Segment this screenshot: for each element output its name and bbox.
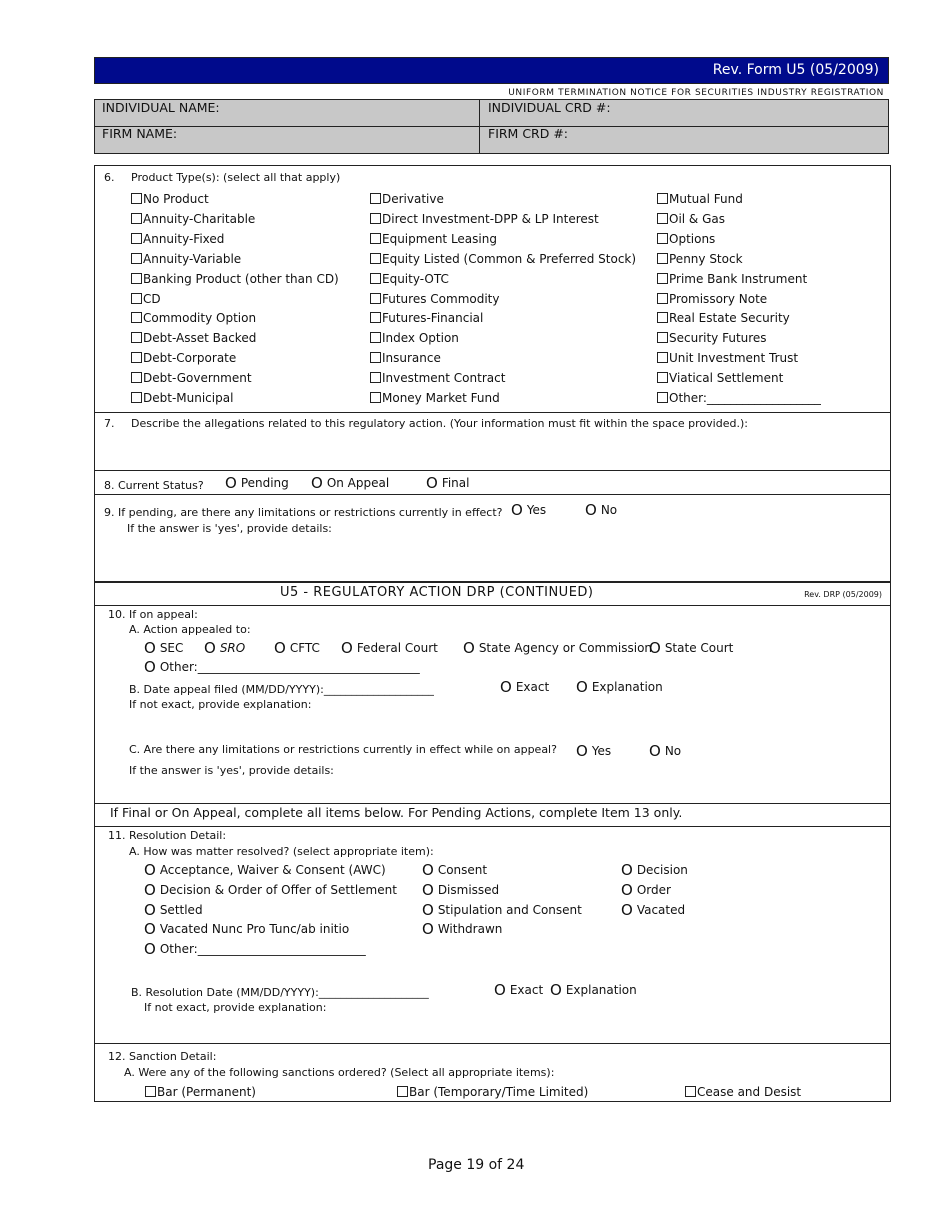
checkbox-icon [657, 233, 668, 244]
checkbox-icon [657, 253, 668, 264]
checkbox-icon [131, 392, 142, 403]
q6-product-option[interactable]: Banking Product (other than CD) [131, 272, 339, 286]
radio-circle-icon: O [576, 678, 588, 696]
q6-product-option[interactable]: Annuity-Charitable [131, 212, 255, 226]
completion-note: If Final or On Appeal, complete all items below. For Pending Actions, complete Item 13 only. [110, 805, 683, 820]
checkbox-icon [131, 372, 142, 383]
q12-bar-permanent-checkbox[interactable]: Bar (Permanent) [145, 1085, 256, 1099]
checkbox-icon [145, 1086, 156, 1097]
q11b-note: If not exact, provide explanation: [144, 1001, 327, 1014]
checkbox-icon [370, 273, 381, 284]
q6-product-option[interactable]: Annuity-Variable [131, 252, 241, 266]
checkbox-icon [131, 253, 142, 264]
radio-circle-icon: O [511, 501, 523, 519]
q6-product-option[interactable]: Viatical Settlement [657, 371, 783, 385]
radio-circle-icon: O [621, 900, 633, 919]
radio-circle-icon: O [585, 501, 597, 519]
q12-cease-desist-checkbox[interactable]: Cease and Desist [685, 1085, 801, 1099]
radio-circle-icon: O [422, 900, 434, 919]
q11b-exact-radio[interactable]: O Exact [494, 981, 544, 999]
checkbox-icon [131, 332, 142, 343]
drp-revision: Rev. DRP (05/2009) [804, 590, 882, 599]
q6-product-option[interactable]: Prime Bank Instrument [657, 272, 807, 286]
q6-product-option[interactable]: Security Futures [657, 331, 767, 345]
radio-circle-icon: O [225, 474, 237, 492]
q6-product-option[interactable]: Mutual Fund [657, 192, 743, 206]
q10a-label: A. Action appealed to: [129, 623, 251, 636]
q7-label: Describe the allegations related to this regulatory action. (Your information must fit within the space provided.): [131, 417, 748, 430]
radio-circle-icon: O [494, 981, 506, 999]
checkbox-icon [657, 193, 668, 204]
radio-circle-icon: O [144, 940, 156, 959]
q11a-resolution-option[interactable]: O Consent [422, 861, 488, 879]
q6-product-option[interactable]: Equity Listed (Common & Preferred Stock) [370, 252, 636, 266]
q10a-cftc-radio[interactable]: O CFTC [274, 639, 320, 657]
checkbox-icon [370, 293, 381, 304]
q11a-resolution-option[interactable]: O Decision [621, 861, 688, 879]
q11-label: 11. Resolution Detail: [108, 829, 227, 842]
q11b-label[interactable]: B. Resolution Date (MM/DD/YYYY):____________________ [131, 986, 429, 999]
q6-product-option[interactable]: Equity-OTC [370, 272, 449, 286]
checkbox-icon [397, 1086, 408, 1097]
q11a-label: A. How was matter resolved? (select appropriate item): [129, 845, 434, 858]
radio-circle-icon: O [426, 474, 438, 492]
checkbox-icon [657, 392, 668, 403]
q6-product-option[interactable]: Oil & Gas [657, 212, 725, 226]
individual-crd-field[interactable]: INDIVIDUAL CRD #: [488, 100, 611, 115]
q11a-resolution-option[interactable]: O Acceptance, Waiver & Consent (AWC) [144, 861, 386, 879]
q12a-label: A. Were any of the following sanctions ordered? (Select all appropriate items): [124, 1066, 555, 1079]
radio-circle-icon: O [144, 900, 156, 919]
q9-yes-radio[interactable]: O Yes [511, 501, 547, 519]
checkbox-icon [657, 352, 668, 363]
q10a-federal-court-radio[interactable]: O Federal Court [341, 639, 438, 657]
q10a-other-radio[interactable]: O Other:_____________________________________ [144, 658, 420, 676]
checkbox-icon [370, 213, 381, 224]
q10b-exact-radio[interactable]: O Exact [500, 678, 550, 696]
q10b-note: If not exact, provide explanation: [129, 698, 312, 711]
radio-circle-icon: O [204, 639, 216, 657]
radio-circle-icon: O [144, 920, 156, 939]
q11a-resolution-option[interactable]: O Decision & Order of Offer of Settlement [144, 880, 397, 899]
q8-final-radio[interactable]: O Final [426, 474, 470, 492]
checkbox-icon [657, 213, 668, 224]
checkbox-icon [657, 372, 668, 383]
checkbox-icon [657, 273, 668, 284]
radio-circle-icon: O [144, 880, 156, 899]
form-subtitle: UNIFORM TERMINATION NOTICE FOR SECURITIES INDUSTRY REGISTRATION [508, 88, 884, 98]
q10c-details-label: If the answer is 'yes', provide details: [129, 764, 334, 777]
q10a-state-agency-radio[interactable]: O State Agency or Commission [463, 639, 653, 657]
radio-circle-icon: O [621, 880, 633, 899]
individual-name-field[interactable]: INDIVIDUAL NAME: [102, 100, 220, 115]
q11a-resolution-option[interactable]: O Withdrawn [422, 920, 503, 939]
q8-label: 8. Current Status? [104, 479, 204, 492]
q6-product-option[interactable]: Equipment Leasing [370, 232, 497, 246]
q6-product-option[interactable]: Debt-Asset Backed [131, 331, 256, 345]
q10a-sro-radio[interactable]: O SRO [204, 639, 246, 657]
q9-label: 9. If pending, are there any limitations or restrictions currently in effect? [104, 506, 503, 519]
q10c-no-radio[interactable]: O No [649, 742, 682, 760]
radio-circle-icon: O [422, 861, 434, 879]
q11a-resolution-option[interactable]: O Order [621, 880, 671, 899]
q8-pending-radio[interactable]: O Pending [225, 474, 289, 492]
q6-product-option[interactable]: Annuity-Fixed [131, 232, 224, 246]
q10a-state-court-radio[interactable]: O State Court [649, 639, 734, 657]
q7-number: 7. [104, 417, 115, 430]
q6-product-option[interactable]: Futures-Financial [370, 311, 483, 325]
q6-product-option[interactable]: Investment Contract [370, 371, 505, 385]
q11a-resolution-option[interactable]: O Stipulation and Consent [422, 900, 582, 919]
checkbox-icon [370, 332, 381, 343]
q6-product-option[interactable]: Other:___________________ [657, 391, 821, 405]
q6-product-option[interactable]: No Product [131, 192, 209, 206]
q6-product-option[interactable]: Derivative [370, 192, 444, 206]
radio-circle-icon: O [649, 742, 661, 760]
q10c-label: C. Are there any limitations or restrictions currently in effect while on appeal? [129, 743, 557, 756]
checkbox-icon [131, 233, 142, 244]
checkbox-icon [685, 1086, 696, 1097]
radio-circle-icon: O [463, 639, 475, 657]
q8-on-appeal-radio[interactable]: O On Appeal [311, 474, 390, 492]
checkbox-icon [131, 293, 142, 304]
page-number: Page 19 of 24 [428, 1157, 525, 1173]
radio-circle-icon: O [311, 474, 323, 492]
radio-circle-icon: O [576, 742, 588, 760]
q12-label: 12. Sanction Detail: [108, 1050, 217, 1063]
radio-circle-icon: O [649, 639, 661, 657]
firm-crd-field[interactable]: FIRM CRD #: [488, 126, 569, 141]
checkbox-icon [370, 352, 381, 363]
radio-circle-icon: O [422, 880, 434, 899]
q6-product-option[interactable]: Penny Stock [657, 252, 743, 266]
q6-product-option[interactable]: Debt-Corporate [131, 351, 236, 365]
checkbox-icon [370, 372, 381, 383]
q6-product-option[interactable]: Real Estate Security [657, 311, 790, 325]
q7-answer-area[interactable] [100, 434, 885, 468]
radio-circle-icon: O [621, 861, 633, 879]
checkbox-icon [131, 312, 142, 323]
checkbox-icon [131, 273, 142, 284]
firm-name-field[interactable]: FIRM NAME: [102, 126, 178, 141]
q10-label: 10. If on appeal: [108, 608, 198, 621]
checkbox-icon [657, 293, 668, 304]
q9-details-label: If the answer is 'yes', provide details: [127, 522, 332, 535]
checkbox-icon [131, 193, 142, 204]
q6-number: 6. [104, 171, 115, 184]
q11b-explanation-radio[interactable]: O Explanation [550, 981, 637, 999]
radio-circle-icon: O [274, 639, 286, 657]
checkbox-icon [370, 392, 381, 403]
q6-product-option[interactable]: Insurance [370, 351, 441, 365]
radio-circle-icon: O [144, 861, 156, 879]
radio-circle-icon: O [144, 658, 156, 676]
q11a-resolution-option[interactable]: O Vacated [621, 900, 686, 919]
q6-product-option[interactable]: Unit Investment Trust [657, 351, 798, 365]
drp-title: U5 - REGULATORY ACTION DRP (CONTINUED) [280, 585, 594, 600]
checkbox-icon [370, 312, 381, 323]
form-title: Rev. Form U5 (05/2009) [712, 62, 879, 78]
q11a-resolution-option[interactable]: O Vacated Nunc Pro Tunc/ab initio [144, 920, 350, 939]
q10b-label[interactable]: B. Date appeal filed (MM/DD/YYYY):____________________ [129, 683, 434, 696]
checkbox-icon [657, 312, 668, 323]
q6-label: Product Type(s): (select all that apply) [131, 171, 341, 184]
checkbox-icon [370, 233, 381, 244]
q10b-explanation-radio[interactable]: O Explanation [576, 678, 663, 696]
checkbox-icon [657, 332, 668, 343]
radio-circle-icon: O [500, 678, 512, 696]
q6-product-option[interactable]: Debt-Government [131, 371, 252, 385]
q6-product-option[interactable]: Index Option [370, 331, 459, 345]
q6-product-option[interactable]: Futures Commodity [370, 292, 499, 306]
q6-product-option[interactable]: Promissory Note [657, 292, 767, 306]
q11a-resolution-option[interactable]: O Other:____________________________ [144, 940, 366, 959]
q6-product-option[interactable]: Commodity Option [131, 311, 256, 325]
q9-no-radio[interactable]: O No [585, 501, 618, 519]
q9-details-area[interactable] [100, 538, 885, 578]
q11a-resolution-option[interactable]: O Dismissed [422, 880, 500, 899]
checkbox-icon [131, 213, 142, 224]
checkbox-icon [370, 253, 381, 264]
q6-product-option[interactable]: Direct Investment-DPP & LP Interest [370, 212, 599, 226]
radio-circle-icon: O [422, 920, 434, 939]
q11a-resolution-option[interactable]: O Settled [144, 900, 203, 919]
q10c-yes-radio[interactable]: O Yes [576, 742, 612, 760]
radio-circle-icon: O [341, 639, 353, 657]
radio-circle-icon: O [144, 639, 156, 657]
q10a-sec-radio[interactable]: O SEC [144, 639, 184, 657]
q6-product-option[interactable]: Money Market Fund [370, 391, 500, 405]
q6-product-option[interactable]: CD [131, 292, 161, 306]
q12-bar-temporary-checkbox[interactable]: Bar (Temporary/Time Limited) [397, 1085, 588, 1099]
q6-product-option[interactable]: Options [657, 232, 715, 246]
q6-product-option[interactable]: Debt-Municipal [131, 391, 233, 405]
checkbox-icon [131, 352, 142, 363]
checkbox-icon [370, 193, 381, 204]
radio-circle-icon: O [550, 981, 562, 999]
